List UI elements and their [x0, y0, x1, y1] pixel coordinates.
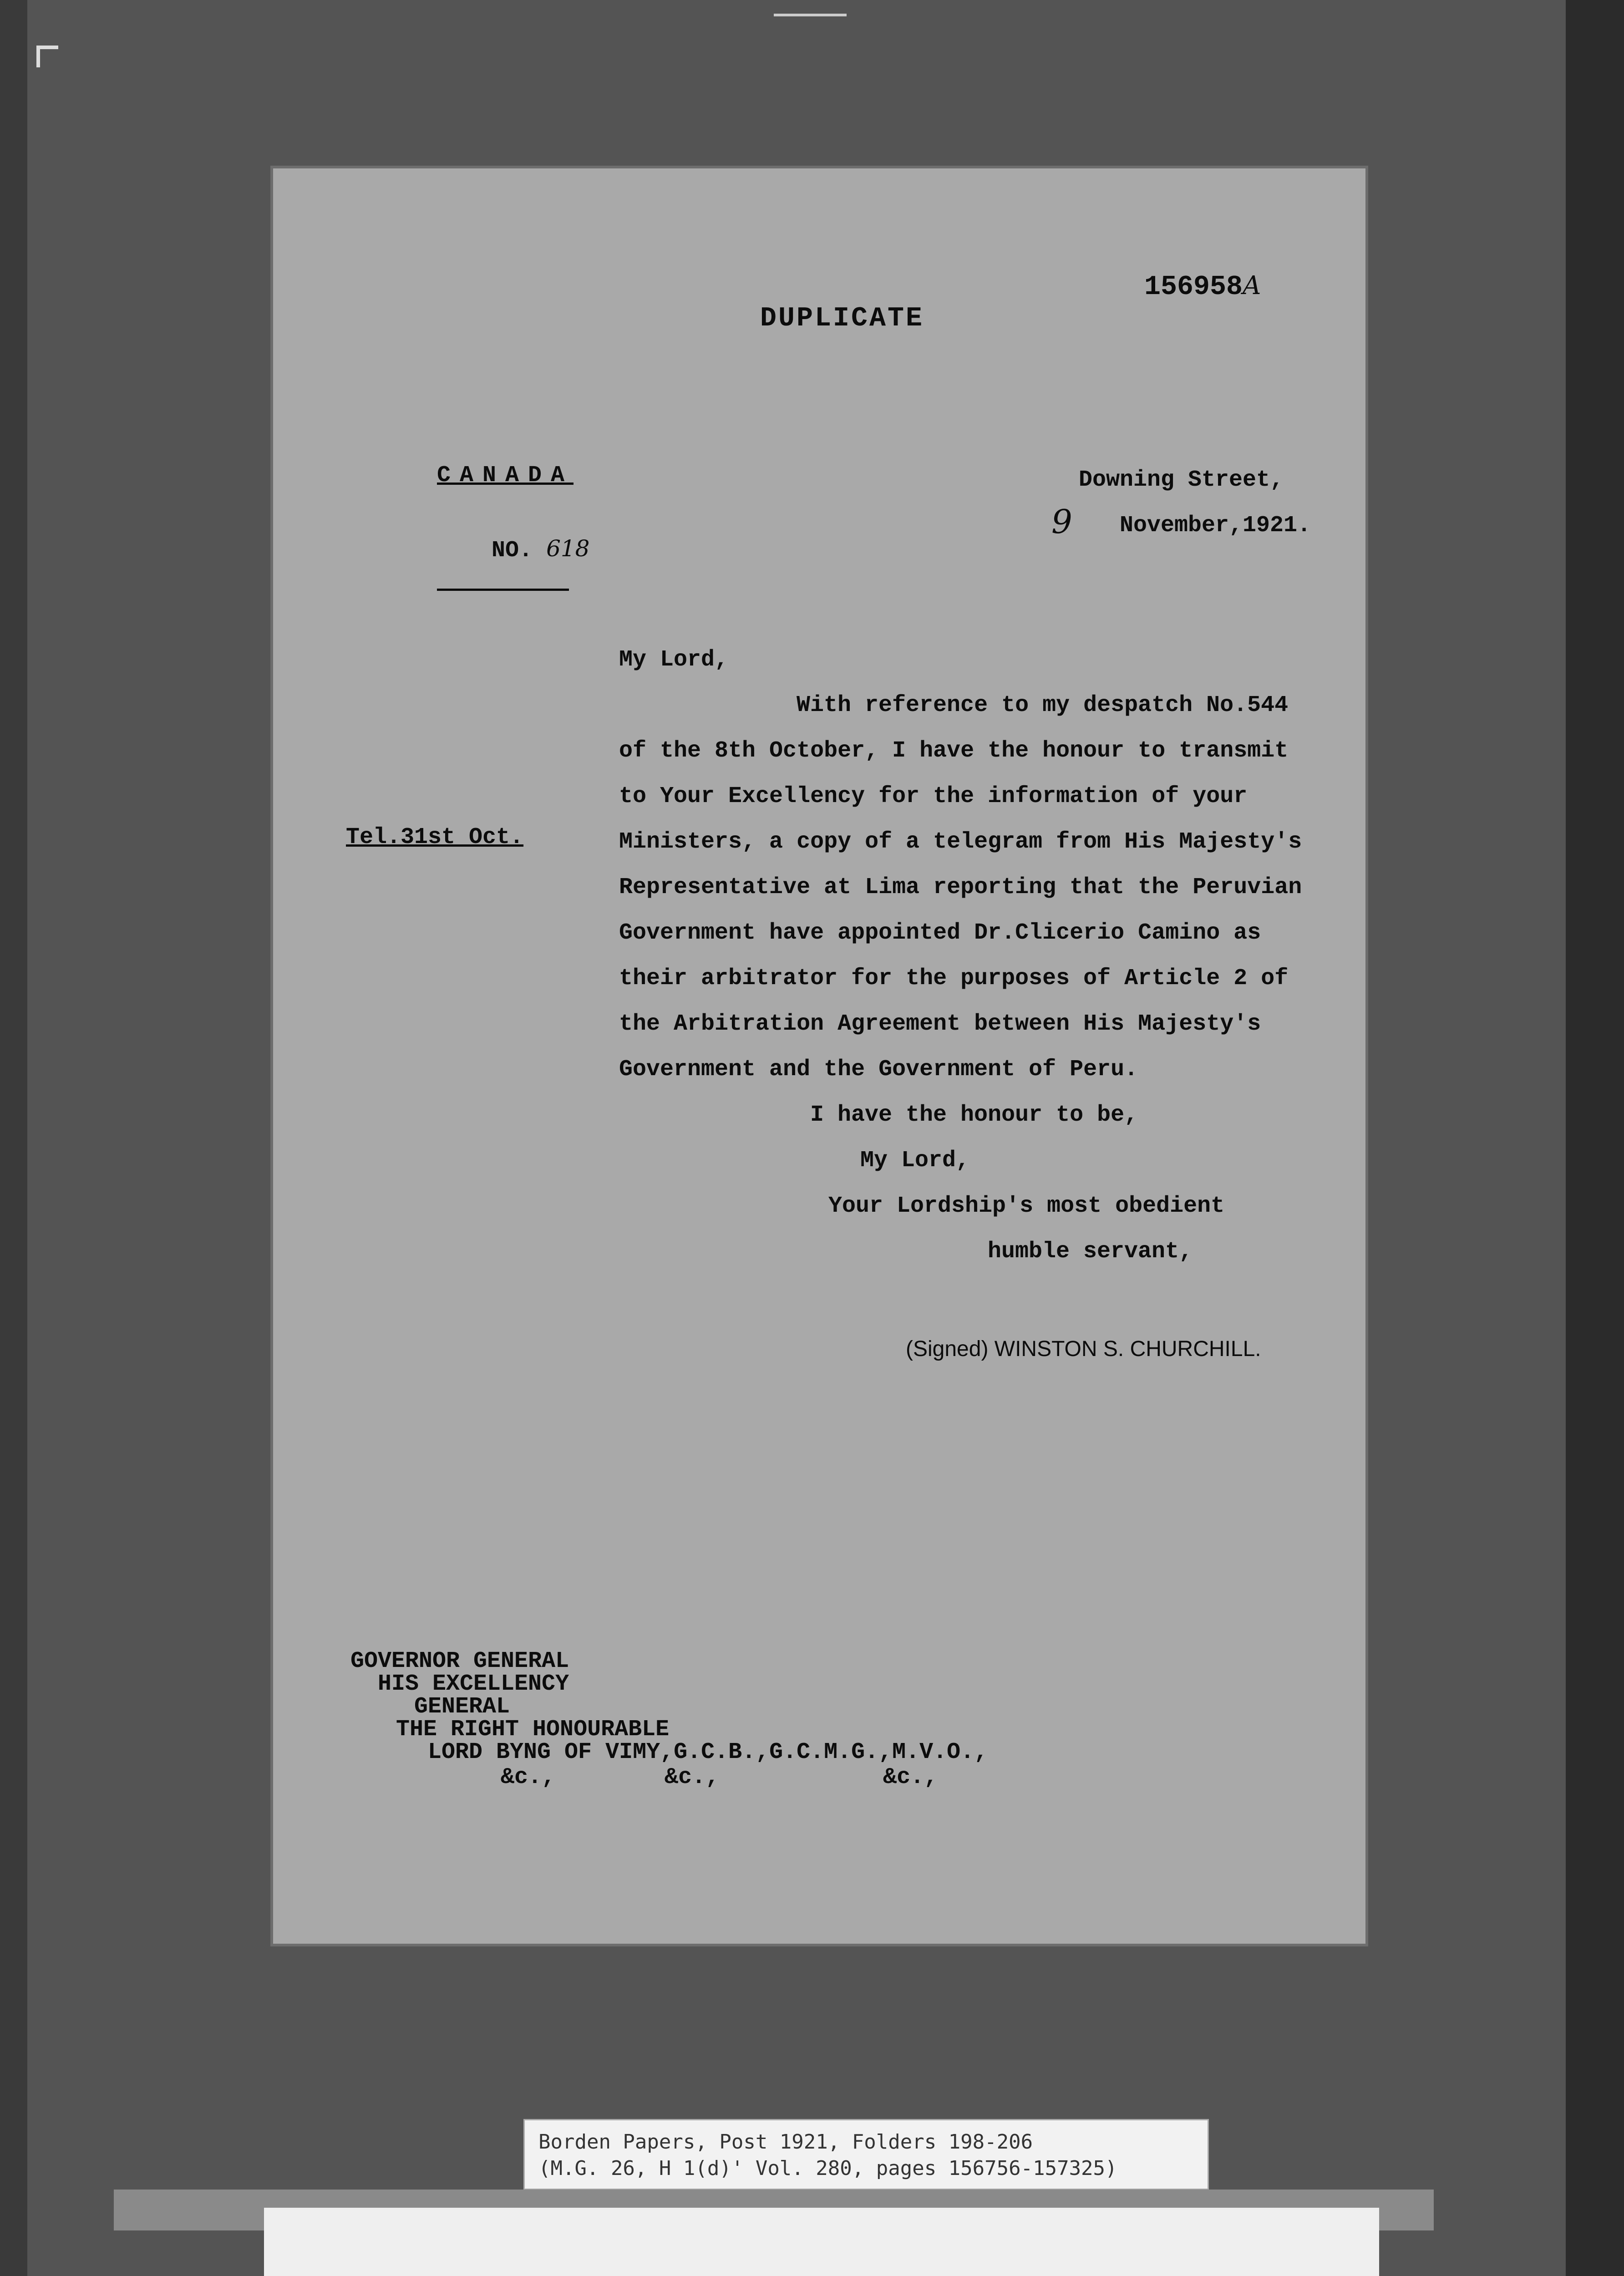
archive-card: [264, 2208, 1379, 2276]
reference-line: (M.G. 26, H 1(d)' Vol. 280, pages 156756-157325): [538, 2157, 1117, 2180]
despatch-number-value: 618: [546, 535, 590, 562]
despatch-number-label: NO.: [492, 538, 533, 564]
page-number-suffix: A: [1243, 271, 1261, 300]
film-notch: [774, 0, 847, 16]
addressee-line: HIS EXCELLENCY: [378, 1671, 569, 1697]
date-day: 9: [1051, 503, 1072, 541]
page-number-digits: 156958: [1144, 272, 1243, 303]
addressee-line: LORD BYNG OF VIMY,G.C.B.,G.C.M.G.,M.V.O.,: [428, 1739, 988, 1765]
sender-location: Downing Street,: [1079, 467, 1284, 493]
addressee-line: GENERAL: [414, 1694, 510, 1720]
body-line: of the 8th October, I have the honour to transmit: [619, 738, 1289, 764]
addressee-line: &c., &c., &c.,: [501, 1764, 938, 1790]
body-line: Ministers, a copy of a telegram from His Majesty's: [619, 829, 1302, 855]
margin-note: Tel.31st Oct.: [346, 824, 524, 850]
closing-line: Your Lordship's most obedient: [828, 1193, 1225, 1219]
salutation: My Lord,: [619, 647, 729, 673]
page-number: [1079, 246, 1261, 328]
body-line: to Your Excellency for the information of your: [619, 783, 1248, 809]
body-line: Government have appointed Dr.Clicerio Camino as: [619, 920, 1261, 946]
film-border-left: [0, 0, 27, 2276]
film-corner-mark: [36, 46, 58, 67]
document-page: [273, 168, 1365, 1944]
body-line: Government and the Government of Peru.: [619, 1057, 1138, 1082]
reference-line: Borden Papers, Post 1921, Folders 198-206: [538, 2130, 1033, 2154]
body-line: their arbitrator for the purposes of Article 2 of: [619, 965, 1289, 991]
film-border-right: [1566, 0, 1624, 2276]
body-line: the Arbitration Agreement between His Majesty's: [619, 1011, 1261, 1037]
reference-label: [523, 2119, 1209, 2190]
closing-line: My Lord,: [860, 1148, 970, 1174]
body-line: With reference to my despatch No.544: [797, 692, 1289, 718]
closing-line: I have the honour to be,: [810, 1102, 1138, 1128]
letter-date: November,1921.: [1120, 513, 1311, 539]
addressee-line: GOVERNOR GENERAL: [350, 1648, 569, 1674]
country-heading: CANADA: [437, 462, 574, 488]
duplicate-stamp: DUPLICATE: [760, 303, 924, 334]
despatch-number: [437, 514, 590, 591]
addressee-line: THE RIGHT HONOURABLE: [396, 1717, 670, 1743]
signature-stamp: (Signed) WINSTON S. CHURCHILL.: [906, 1337, 1261, 1361]
closing-line: humble servant,: [988, 1239, 1193, 1265]
body-line: Representative at Lima reporting that the Peruvian: [619, 874, 1302, 900]
